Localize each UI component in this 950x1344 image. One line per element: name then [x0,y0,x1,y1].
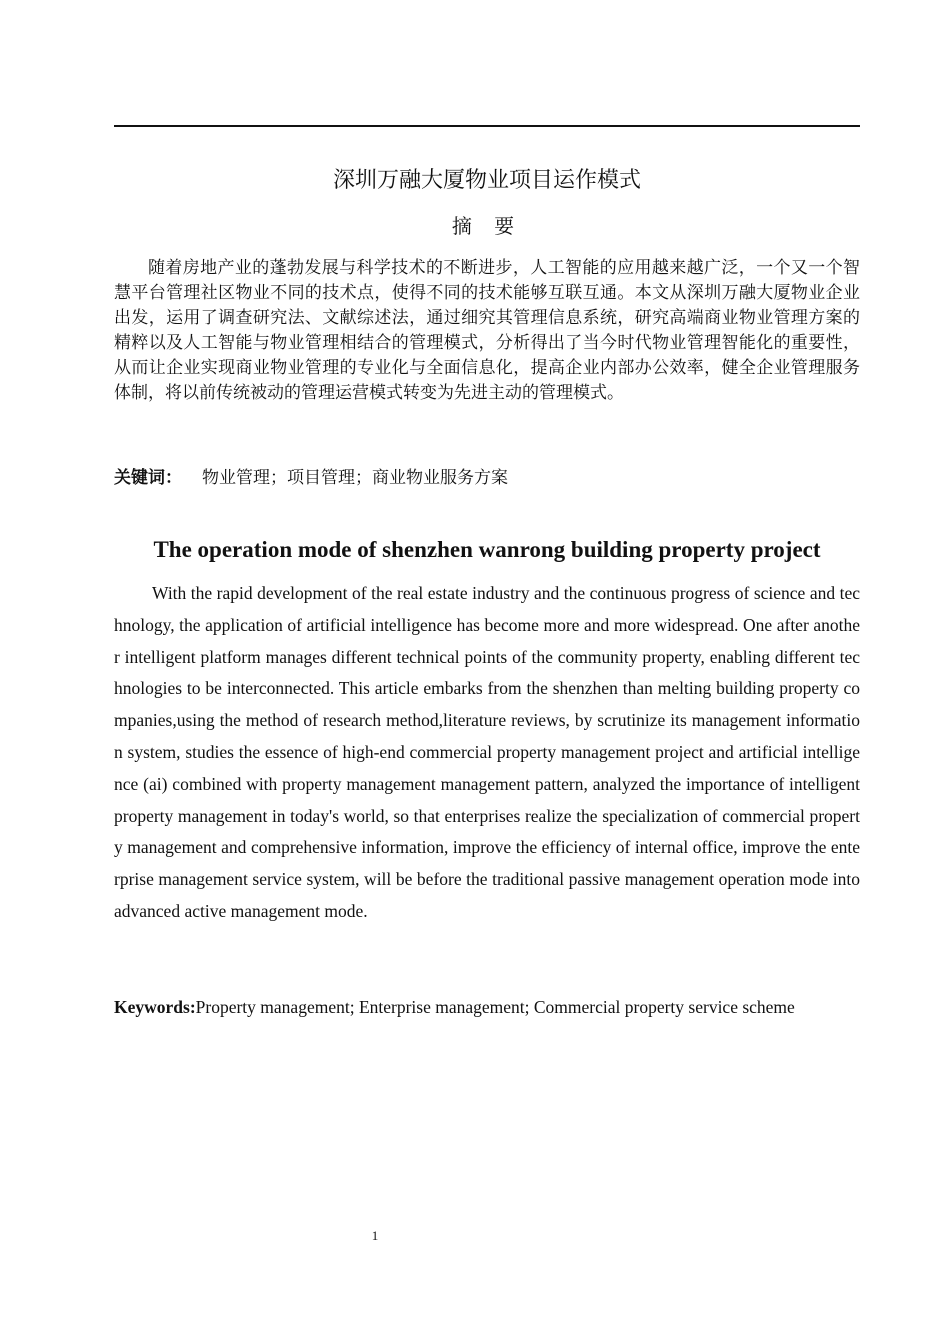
page-number: 1 [371,1228,379,1243]
english-title: The operation mode of shenzhen wanrong building property project [153,537,821,562]
chinese-keywords [114,465,860,491]
chinese-abstract-paragraph: 随着房地产业的蓬勃发展与科学技术的不断进步，人工智能的应用越来越广泛，一个又一个智慧平台管理社区物业不同的技术点，使得不同的技术能够互联互通。本文从深圳万融大厦物业企业出发，运用了调查研究法、文献综述法，通过细究其管理信息系统，研究高端商业物业管理方案的精粹以及人工智能与物业管理相结合的管理模式，分析得出了当今时代物业管理智能化的重要性，从而让企业实现商业物业管理的专业化与全面信息化，提高企业内部办公效率，健全企业管理服务体制，将以前传统被动的管理运营模式转变为先进主动的管理模式。 [114,258,860,403]
english-keywords-label: Keywords: [114,997,196,1017]
chinese-keywords-text: 物业管理；项目管理；商业物业服务方案 [202,468,508,488]
chinese-abstract-heading: 摘 要 [451,214,523,238]
english-keywords-text: Property management; Enterprise management; Commercial property service scheme [195,997,795,1017]
english-abstract-paragraph: With the rapid development of the real estate industry and the continuous progress of science and technology, the application of artificial intelligence has become more and more widespread. One after another intelligent platform manages different technical points of the community property, enabling different technologies to be interconnected. This article embarks from the shenzhen than melting building property companies,using the method of research method,literature reviews, by scrutinize its management information system, studies the essence of high-end commercial property management project and artificial intelligence (ai) combined with property management management pattern, analyzed the importance of intelligent property management in today's world, so that enterprises realize the specialization of commercial property management and comprehensive information, improve the efficiency of internal office, improve the enterprise management service system, will be before the traditional passive management operation mode into advanced active management mode. [114,583,860,921]
english-keywords [114,993,864,1021]
chinese-keywords-label: 关键词： [114,468,182,488]
chinese-title: 深圳万融大厦物业项目运作模式 [332,168,641,193]
header-rule [114,125,860,127]
